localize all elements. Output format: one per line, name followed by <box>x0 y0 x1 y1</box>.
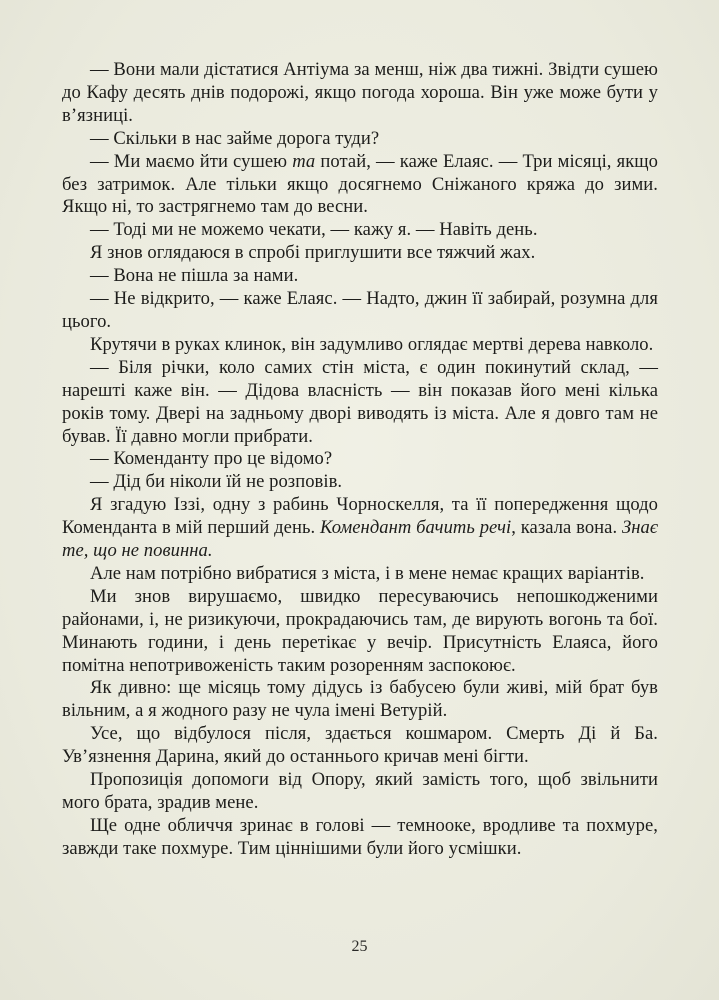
text-run: Ще одне обличчя зринає в голові — темнооке, вродливе та похмуре, завжди таке похмуре. Тим ціннішими були його усмішки. <box>62 814 658 859</box>
text-run: — Скільки в нас займе дорога туди? <box>90 127 380 149</box>
paragraph <box>62 586 658 678</box>
text-run: — Дід би ніколи їй не розповів. <box>90 471 343 493</box>
paragraph <box>62 242 658 265</box>
italic-text: та <box>292 150 316 172</box>
text-run: Ми знов вирушаємо, швидко пересуваючись непошкодженими районами, і, не ризикуючи, прокрадаючись там, де вирують вогонь та бої. Минають години, і день перетікає у вечір. Присутність Елаяса, його помітна непотривоженість таким розоренням заспокоює. <box>62 585 658 676</box>
paragraph <box>62 357 658 449</box>
text-run: потай, — каже Елаяс. — Три місяці, якщо без затримок. Але тільки якщо досягнемо Сніжаного кряжа до зими. Якщо ні, то застрягнемо там до весни. <box>62 150 658 218</box>
text-run: Як дивно: ще місяць тому дідусь із бабусею були живі, мій брат був вільним, а я жодного разу не чула імені Ветурій. <box>62 677 658 722</box>
text-run: Крутячи в руках клинок, він задумливо оглядає мертві дерева навколо. <box>90 333 654 355</box>
paragraph <box>62 677 658 723</box>
paragraph <box>62 815 658 861</box>
italic-text: Знає те, що не повинна. <box>62 517 658 562</box>
paragraph <box>62 334 658 357</box>
text-run: — Ми маємо йти сушею <box>90 150 293 172</box>
text-run: — Тоді ми не можемо чекати, — кажу я. — Навіть день. <box>90 219 538 241</box>
text-run: Я знов оглядаюся в спробі приглушити все тяжчий жах. <box>90 242 536 264</box>
paragraph <box>62 723 658 769</box>
page-number: 25 <box>351 938 368 955</box>
text-run: Але нам потрібно вибратися з міста, і в мене немає кращих варіантів. <box>90 562 645 584</box>
text-run: — Біля річки, коло самих стін міста, є один покинутий склад, — нарешті каже він. — Дідова власність — він показав його мені кілька років тому. Двері на задньому дворі виводять із міста. Але я довго там не бував. Її давно могли прибрати. <box>62 356 658 447</box>
text-run: Я згадую Іззі, одну з рабинь Чорноскелля, та її попередження щодо Коменданта в мій перший день. <box>62 494 658 539</box>
paragraph <box>62 151 658 220</box>
text-run: — Коменданту про це відомо? <box>90 448 333 470</box>
paragraph <box>62 563 658 586</box>
paragraph <box>62 128 658 151</box>
paragraph <box>62 265 658 288</box>
paragraph <box>62 769 658 815</box>
text-run: — Вона не пішла за нами. <box>90 265 299 287</box>
body-text <box>62 59 658 861</box>
paragraph <box>62 471 658 494</box>
text-run: — Не відкрито, — каже Елаяс. — Надто, джин її забирай, розумна для цього. <box>62 288 658 332</box>
text-run: , казала вона. <box>511 517 622 539</box>
paragraph <box>62 494 658 563</box>
text-run: Усе, що відбулося після, здається кошмаром. Смерть Ді й Ба. Ув’язнення Дарина, який до останнього кричав мені бігти. <box>62 723 658 768</box>
text-run: — Вони мали дістатися Антіума за менш, ніж два тижні. Звідти сушею до Кафу десять днів подорожі, якщо погода хороша. Він уже може бути у в’язниці. <box>62 59 658 126</box>
italic-text: Комендант бачить речі <box>320 517 512 539</box>
text-run: Пропозиція допомоги від Опору, який замість того, щоб звільнити мого брата, зрадив мене. <box>62 769 658 813</box>
paragraph <box>62 59 658 128</box>
paragraph <box>62 219 658 242</box>
paragraph <box>62 448 658 471</box>
paragraph <box>62 288 658 334</box>
